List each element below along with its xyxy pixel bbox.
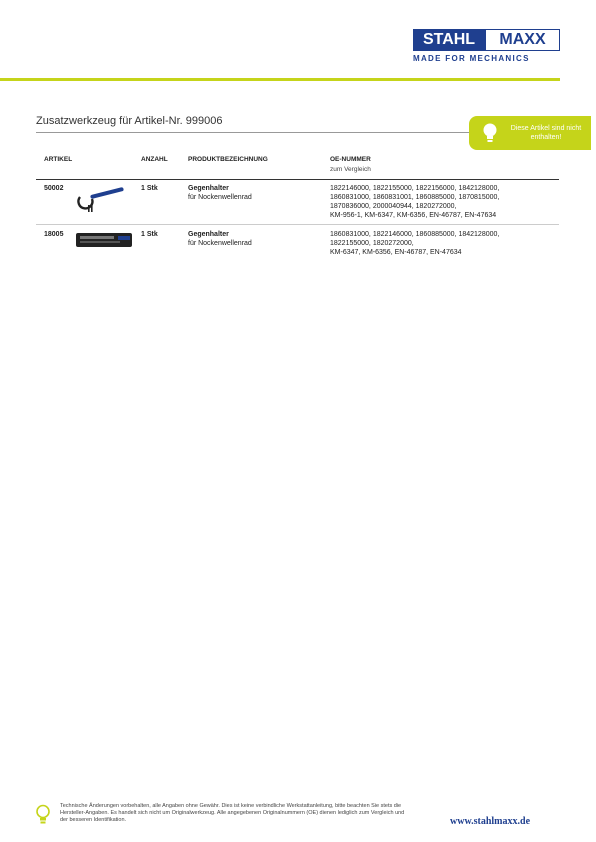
row-1-oe-numbers <box>330 184 560 220</box>
oe-line: KM-956-1, KM-6347, KM-6356, EN-46787, EN-47634 <box>330 212 497 219</box>
lightbulb-icon <box>481 122 499 144</box>
logo-text-maxx: MAXX <box>485 29 560 51</box>
tool-set-image <box>74 228 134 252</box>
oe-line: 1870836000, 2000040944, 1820272000, <box>330 203 457 210</box>
page-title: Zusatzwerkzeug für Artikel-Nr. 999006 <box>36 115 223 127</box>
logo-text-stahl: STAHL <box>413 29 485 51</box>
oe-line: 1822155000, 1820272000, <box>330 240 414 247</box>
footer-disclaimer: Technische Änderungen vorbehalten, alle Angaben ohne Gewähr. Dies ist keine verbindliche Werkstattanleitung, bitte beachten Sie stets die Hersteller-Angaben. Es handelt sich nicht um Originalwerkzeug. Alle angegebenen Originalnummern (OE) dienen lediglich zum Vergleich und der besseren Identifikation. <box>60 803 405 823</box>
table-row-divider <box>36 224 559 225</box>
column-header-produkt: PRODUKTBEZEICHNUNG <box>188 156 268 163</box>
brand-tagline: MADE FOR MECHANICS <box>413 54 530 63</box>
row-2-anzahl: 1 Stk <box>141 231 158 238</box>
website-link[interactable]: www.stahlmaxx.de <box>450 816 531 827</box>
header-divider <box>0 78 560 81</box>
hint-text: Diese Artikel sind nicht enthalten! <box>510 125 582 141</box>
hint-banner <box>469 116 591 150</box>
row-1-product-name: Gegenhalter <box>188 185 229 192</box>
column-header-anzahl: ANZAHL <box>141 156 168 163</box>
counter-holder-tool-image <box>76 185 126 215</box>
column-header-oe: OE-NUMMER <box>330 156 371 163</box>
row-2-artikel: 18005 <box>44 231 64 238</box>
row-1-anzahl: 1 Stk <box>141 185 158 192</box>
row-1-artikel: 50002 <box>44 185 64 192</box>
row-2-oe-numbers <box>330 230 560 257</box>
row-1-product-desc: für Nockenwellenrad <box>188 194 252 201</box>
title-divider <box>36 132 470 133</box>
oe-line: 1822146000, 1822155000, 1822156000, 1842128000, <box>330 185 500 192</box>
lightbulb-icon <box>35 804 51 826</box>
oe-line: 1860831000, 1822146000, 1860885000, 1842128000, <box>330 231 500 238</box>
row-2-product-desc: für Nockenwellenrad <box>188 240 252 247</box>
brand-logo <box>413 29 560 63</box>
oe-line: KM-6347, KM-6356, EN-46787, EN-47634 <box>330 249 462 256</box>
table-header-divider <box>36 179 559 180</box>
column-header-artikel: ARTIKEL <box>44 156 73 163</box>
row-2-product-name: Gegenhalter <box>188 231 229 238</box>
oe-line: 1860831000, 1860831001, 1860885000, 1870815000, <box>330 194 500 201</box>
column-header-oe-sub: zum Vergleich <box>330 166 371 173</box>
